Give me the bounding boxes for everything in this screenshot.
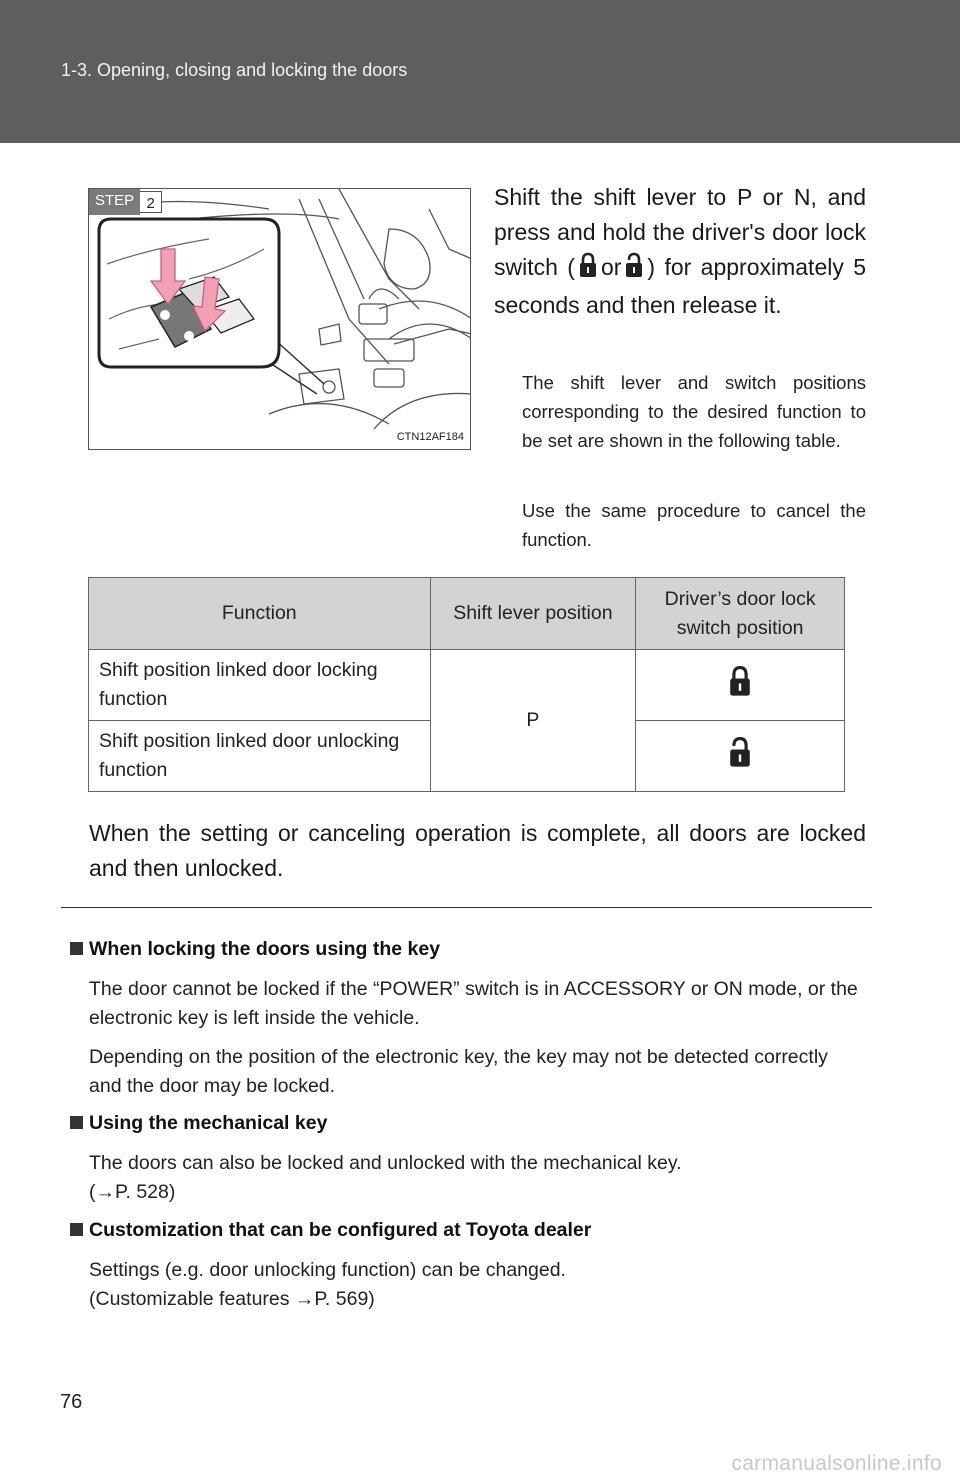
figure-code: CTN12AF184 (396, 431, 464, 443)
page-header (0, 0, 960, 143)
step-badge (89, 189, 162, 215)
step-note-table-reference: The shift lever and switch positions corresponding to the desired function to be set are shown in the following table. (522, 372, 866, 451)
function-cell: Shift position linked door unlocking function (89, 721, 431, 792)
bullet-square-icon (70, 1116, 83, 1129)
function-cell: Shift position linked door locking function (89, 650, 431, 721)
step-number: 2 (140, 191, 162, 213)
door-lock-switch-figure (88, 188, 471, 450)
lock-closed-icon (729, 680, 751, 702)
lock-closed-icon (579, 252, 597, 288)
function-table (88, 577, 845, 792)
table-header-row (89, 578, 845, 650)
page-reference: (→P. 528) (89, 1181, 176, 1203)
step-label: STEP (89, 189, 140, 215)
step-instruction (494, 180, 866, 323)
paragraph: Settings (e.g. door unlocking function) can be changed. (89, 1259, 566, 1281)
paragraph: Depending on the position of the electronic key, the key may not be detected correctly and the door may be locked. (89, 1046, 828, 1097)
step-text-before: Shift the shift lever to P or N, and press and hold the driver's door lock switch ( (494, 184, 866, 280)
column-header: Driver’s door lock switch position (636, 578, 845, 650)
paragraph: The door cannot be locked if the “POWER” switch is in ACCESSORY or ON mode, or the electronic key is left inside the vehicle. (89, 978, 858, 1029)
page-reference: (Customizable features →P. 569) (89, 1288, 375, 1310)
bullet-square-icon (70, 1223, 83, 1236)
bullet-square-icon (70, 942, 83, 955)
section-heading-text: Customization that can be configured at Toyota dealer (89, 1219, 592, 1241)
section-title: 1-3. Opening, closing and locking the doors (61, 60, 408, 80)
section-heading (70, 1219, 591, 1242)
switch-position-cell (636, 721, 845, 792)
paragraph: The doors can also be locked and unlocked with the mechanical key. (89, 1152, 682, 1174)
column-header: Shift lever position (430, 578, 636, 650)
lock-open-icon (729, 751, 751, 773)
section-divider (61, 907, 872, 908)
section-heading (70, 938, 440, 961)
completion-summary: When the setting or canceling operation is complete, all doors are locked and then unlocked. (89, 820, 866, 881)
step-text-after: ) for approximately 5 seconds and then release it. (494, 254, 867, 318)
step-text-or: or (600, 254, 622, 280)
shift-position-cell: P (430, 650, 636, 792)
watermark: carmanualsonline.info (731, 1452, 942, 1475)
door-panel-illustration (89, 189, 471, 450)
switch-position-cell (636, 650, 845, 721)
step-note-cancel: Use the same procedure to cancel the function. (522, 500, 866, 550)
page-number: 76 (60, 1391, 83, 1413)
table-row (89, 650, 845, 721)
section-heading-text: Using the mechanical key (89, 1112, 328, 1134)
section-heading (70, 1112, 327, 1135)
section-heading-text: When locking the doors using the key (89, 938, 441, 960)
column-header: Function (89, 578, 431, 650)
lock-open-icon (625, 252, 643, 288)
